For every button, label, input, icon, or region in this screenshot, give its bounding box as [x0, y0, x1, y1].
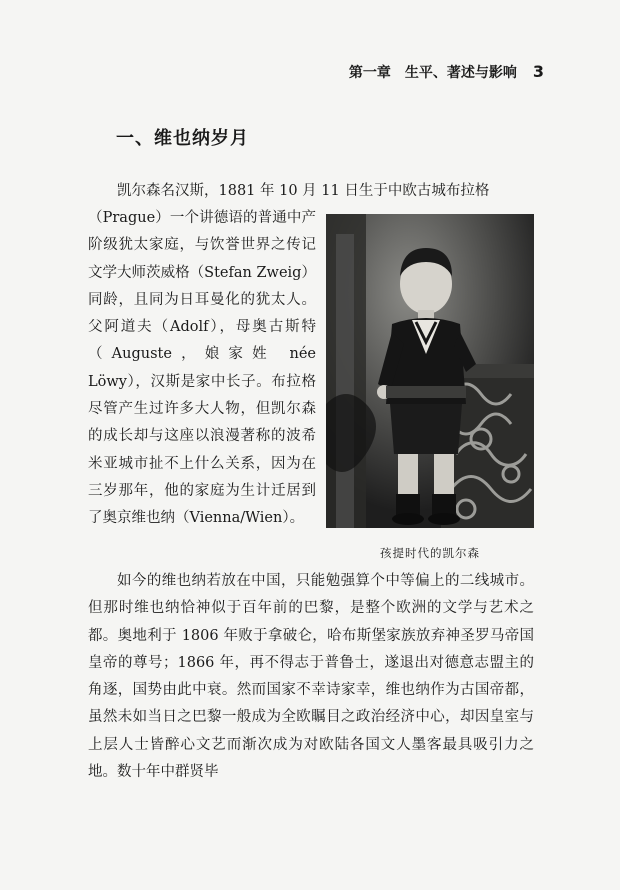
paragraph-1-first-line: 凯尔森名汉斯，1881 年 10 月 11 日生于中欧古城布拉格: [117, 183, 490, 199]
figure-caption: 孩提时代的凯尔森: [380, 546, 480, 560]
paragraph-1-body: （Prague）一个讲德语的普通中产阶级犹太家庭，与饮誉世界之传记文学大师茨威格（Stefan Zweig）同龄，且同为日耳曼化的犹太人。父阿道夫（Adolf），母奥古斯特（Auguste，娘家姓 née Löwy），汉斯是家中长子。布拉格尽管产生过许多大人物，但凯尔森的成长却与这座以浪漫著称的波希米亚城市扯不上什么关系，因为在三岁那年，他的家庭为生计迁居到了奥京维也纳（Vienna/Wien）。: [88, 210, 316, 527]
chapter-title: 生平、著述与影响: [404, 65, 517, 81]
figure: [326, 214, 534, 567]
childhood-photo: [326, 214, 534, 528]
section-title: 一、维也纳岁月: [116, 128, 249, 149]
chapter-label: 第一章: [348, 65, 391, 81]
running-header: [349, 62, 544, 82]
paragraph-1-wrap-block: [88, 205, 534, 567]
paragraph-2: 如今的维也纳若放在中国，只能勉强算个中等偏上的二线城市。但那时维也纳恰神似于百年前的巴黎，是整个欧洲的文学与艺术之都。奥地利于 1806 年败于拿破仑，哈布斯堡家族放弃神圣罗马帝国皇帝的尊号；1866 年，再不得志于普鲁士，遂退出对德意志盟主的角逐，国势由此中衰。然而国家不幸诗家幸，维也纳作为古国帝都，虽然未如当日之巴黎一般成为全欧瞩目之政治经济中心，却因皇室与上层人士皆醉心文艺而渐次成为对欧陆各国文人墨客最具吸引力之地。数十年中群贤毕: [88, 573, 534, 781]
page-number: 3: [532, 62, 544, 81]
